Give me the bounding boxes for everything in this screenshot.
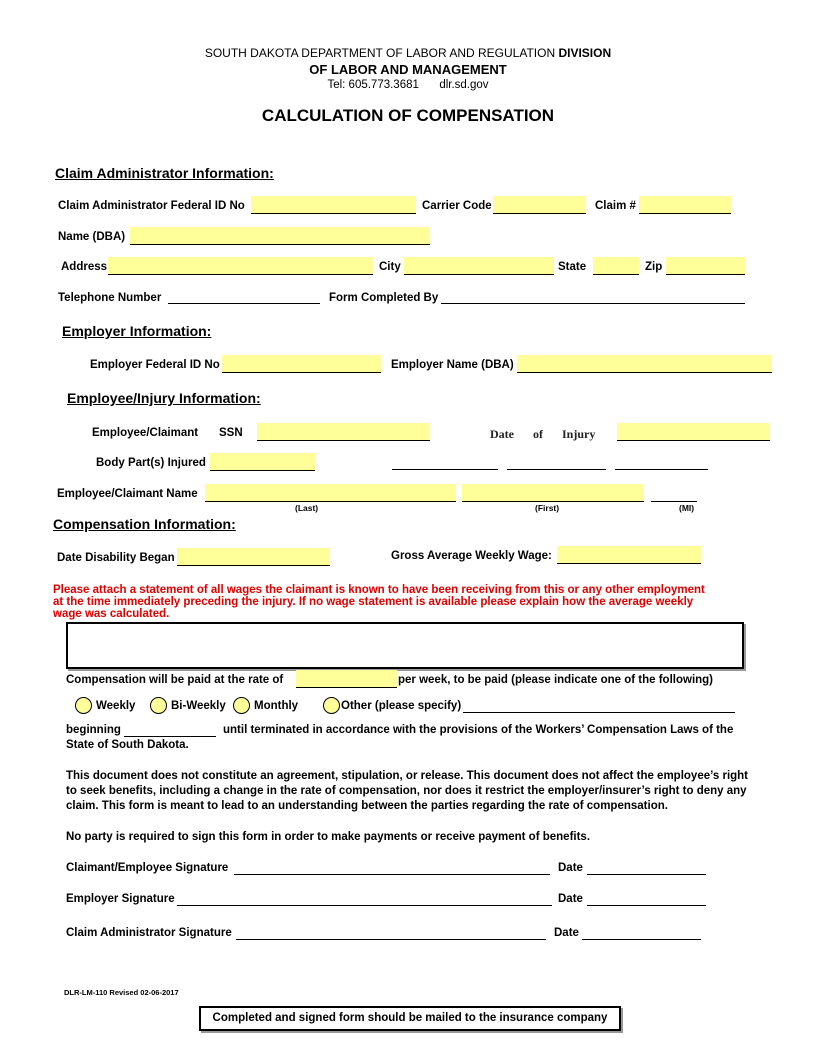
date-of-injury-field[interactable] xyxy=(617,423,770,441)
disclaimer-line2: to seek benefits, including a change in the rate of compensation, nor does it restrict the employer/insurer’s right to deny any xyxy=(66,785,747,797)
admin-signature-label: Claim Administrator Signature xyxy=(66,927,232,939)
disclaimer-line1: This document does not constitute an agreement, stipulation, or release. This document does not affect the employee’s right xyxy=(66,770,749,782)
claim-admin-federal-id-field[interactable] xyxy=(251,196,416,214)
address-field[interactable] xyxy=(108,257,373,275)
other-radio[interactable] xyxy=(323,697,340,714)
no-party-text: No party is required to sign this form in order to make payments or receive payment of benefits. xyxy=(66,831,591,843)
employee-last-name-field[interactable] xyxy=(205,484,456,502)
ssn-label-part2: SSN xyxy=(219,427,243,439)
page-title: CALCULATION OF COMPENSATION xyxy=(261,106,555,125)
employee-mi-field[interactable] xyxy=(651,487,697,502)
disclaimer-line3: claim. This form is meant to lead to an understanding between the parties regarding the rate of compensation. xyxy=(66,800,668,812)
form-id: DLR-LM-110 Revised 02-06-2017 xyxy=(64,988,179,997)
claim-number-label: Claim # xyxy=(595,200,636,212)
contact-line xyxy=(0,79,816,91)
wage-notice-line1: Please attach a statement of all wages the claimant is known to have been receiving from this or any other employment xyxy=(53,584,705,596)
wage-notice-line2: at the time immediately preceding the injury. If no wage statement is available please explain how the average weekly xyxy=(53,596,694,608)
employer-federal-id-field[interactable] xyxy=(222,355,381,373)
rate-field[interactable] xyxy=(296,670,397,688)
compensation-heading: Compensation Information: xyxy=(53,516,236,532)
date-disability-field[interactable] xyxy=(177,548,330,566)
claim-number-field[interactable] xyxy=(639,196,731,214)
date-of-injury-label-word3: Injury xyxy=(562,427,596,441)
employer-name-label: Employer Name (DBA) xyxy=(391,359,514,371)
carrier-code-label: Carrier Code xyxy=(422,200,492,212)
other-label: Other (please specify) xyxy=(341,700,462,712)
claimant-signature-field[interactable] xyxy=(234,860,550,875)
monthly-label: Monthly xyxy=(254,700,299,712)
admin-date-field[interactable] xyxy=(582,925,701,940)
telephone-field[interactable] xyxy=(168,289,320,304)
state-text: State of South Dakota. xyxy=(66,739,189,751)
wage-notice-line3: wage was calculated. xyxy=(53,608,170,620)
city-label: City xyxy=(379,261,401,273)
employer-heading: Employer Information: xyxy=(62,323,212,339)
biweekly-radio[interactable] xyxy=(150,697,167,714)
carrier-code-field[interactable] xyxy=(493,196,586,214)
employer-date-label: Date xyxy=(558,893,583,905)
claim-admin-heading: Claim Administrator Information: xyxy=(55,165,274,181)
rate-suffix: per week, to be paid (please indicate one of the following) xyxy=(398,674,714,686)
division-word: DIVISION xyxy=(558,46,612,60)
state-field[interactable] xyxy=(593,257,639,275)
zip-label: Zip xyxy=(645,261,663,273)
monthly-radio[interactable] xyxy=(233,697,250,714)
body-parts-extra-2[interactable] xyxy=(507,455,606,470)
agency-line xyxy=(0,46,816,60)
body-parts-extra-3[interactable] xyxy=(615,455,708,470)
agency-name: SOUTH DAKOTA DEPARTMENT OF LABOR AND REGULATION xyxy=(204,46,556,60)
admin-name-field[interactable] xyxy=(130,227,430,245)
division-name: OF LABOR AND MANAGEMENT xyxy=(309,62,507,77)
state-label: State xyxy=(558,261,587,273)
ssn-field[interactable] xyxy=(257,423,430,441)
employer-name-field[interactable] xyxy=(517,355,772,373)
weekly-radio[interactable] xyxy=(75,697,92,714)
admin-name-label: Name (DBA) xyxy=(58,231,126,243)
beginning-date-field[interactable] xyxy=(124,722,216,737)
website: dlr.sd.gov xyxy=(439,79,489,91)
body-parts-field[interactable] xyxy=(210,453,315,471)
last-name-caption: (Last) xyxy=(295,503,319,513)
claim-admin-federal-id-label: Claim Administrator Federal ID No xyxy=(58,200,245,212)
date-disability-label: Date Disability Began xyxy=(57,552,175,564)
employee-first-name-field[interactable] xyxy=(462,484,644,502)
gross-avg-label: Gross Average Weekly Wage: xyxy=(391,550,552,562)
completed-by-label: Form Completed By xyxy=(329,292,439,304)
wage-explanation-box[interactable] xyxy=(66,622,744,669)
admin-signature-field[interactable] xyxy=(236,925,546,940)
employer-date-field[interactable] xyxy=(587,891,706,906)
employee-name-label: Employee/Claimant Name xyxy=(57,488,198,500)
telephone: Tel: 605.773.3681 xyxy=(327,79,419,91)
employer-signature-label: Employer Signature xyxy=(66,893,175,905)
rate-label: Compensation will be paid at the rate of xyxy=(66,674,284,686)
beginning-label: beginning xyxy=(66,724,121,736)
city-field[interactable] xyxy=(404,257,554,275)
other-specify-field[interactable] xyxy=(463,698,735,713)
employee-heading: Employee/Injury Information: xyxy=(67,390,261,406)
admin-date-label: Date xyxy=(554,927,579,939)
date-of-injury-label-word1: Date xyxy=(490,427,514,441)
mail-notice-box: Completed and signed form should be mailed to the insurance company xyxy=(199,1006,621,1031)
zip-field[interactable] xyxy=(666,257,745,275)
middle-initial-caption: (MI) xyxy=(679,503,695,513)
until-text: until terminated in accordance with the provisions of the Workers’ Compensation Laws of the xyxy=(223,724,734,736)
biweekly-label: Bi-Weekly xyxy=(171,700,226,712)
claimant-date-label: Date xyxy=(558,862,583,874)
ssn-label-part1: Employee/Claimant xyxy=(92,427,199,439)
body-parts-extra-1[interactable] xyxy=(392,455,498,470)
address-label: Address xyxy=(61,261,108,273)
weekly-label: Weekly xyxy=(96,700,136,712)
claimant-signature-label: Claimant/Employee Signature xyxy=(66,862,229,874)
completed-by-field[interactable] xyxy=(441,289,745,304)
first-name-caption: (First) xyxy=(535,503,560,513)
employer-signature-field[interactable] xyxy=(177,891,552,906)
telephone-label: Telephone Number xyxy=(58,292,162,304)
body-parts-label: Body Part(s) Injured xyxy=(96,457,206,469)
gross-avg-field[interactable] xyxy=(557,546,701,564)
date-of-injury-label-word2: of xyxy=(533,427,543,441)
claimant-date-field[interactable] xyxy=(587,860,706,875)
employer-federal-id-label: Employer Federal ID No xyxy=(90,359,220,371)
